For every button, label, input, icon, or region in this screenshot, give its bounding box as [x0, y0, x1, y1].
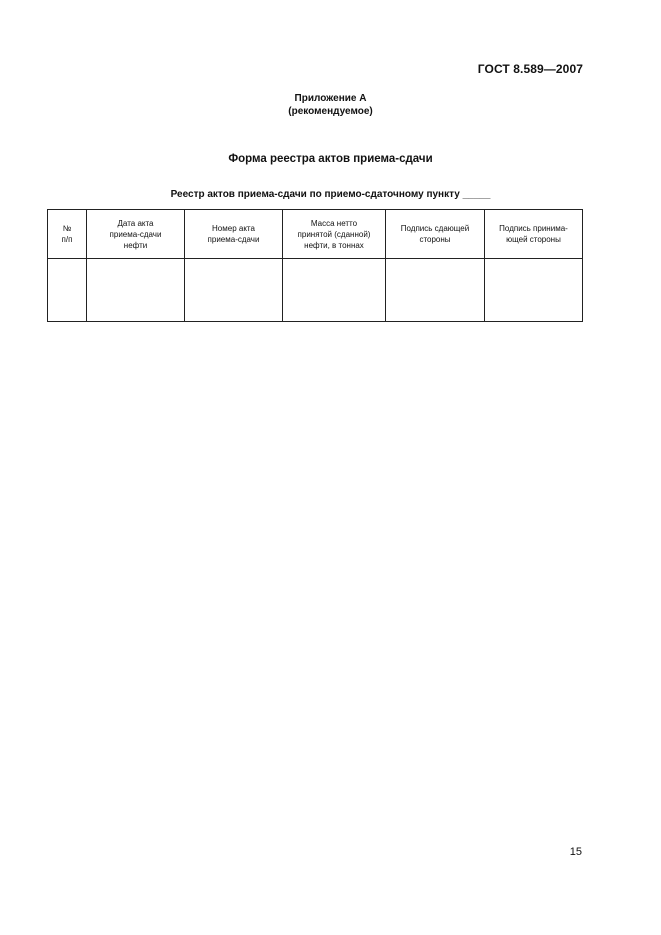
table-row [48, 259, 583, 322]
column-header-line: Номер акта [212, 224, 255, 233]
register-table [47, 209, 583, 322]
table-cell [48, 259, 87, 322]
column-header-number [48, 210, 87, 259]
column-header-line: Дата акта [117, 218, 154, 228]
page-number: 15 [569, 846, 582, 858]
form-title: Форма реестра актов приема-сдачи [228, 153, 433, 165]
appendix-heading [0, 92, 661, 118]
register-title: Реестр актов приема-сдачи по приемо-сдаточному пункту _____ [170, 189, 491, 200]
column-header-line: Подпись принима- [499, 224, 568, 233]
column-header-line: принятой (сданной) [297, 229, 371, 239]
appendix-subtitle: (рекомендуемое) [288, 106, 373, 117]
table-cell [185, 259, 283, 322]
column-header-act-number [185, 210, 283, 259]
column-header-line: ющей стороны [506, 235, 561, 244]
column-header-net-mass [283, 210, 386, 259]
table-cell [283, 259, 386, 322]
column-header-act-date [87, 210, 185, 259]
column-header-line: приема-сдачи [207, 235, 260, 244]
column-header-line: нефти [123, 240, 148, 250]
column-header-line: нефти, в тоннах [304, 240, 364, 250]
column-header-line: № [62, 224, 72, 233]
document-code: ГОСТ 8.589—2007 [477, 62, 583, 76]
column-header-line: стороны [419, 235, 451, 244]
column-header-line: Подпись сдающей [400, 224, 470, 233]
appendix-title: Приложение А [294, 93, 367, 104]
column-header-sender-signature [386, 210, 485, 259]
table-cell [386, 259, 485, 322]
column-header-line: Масса нетто [310, 218, 358, 228]
table-header-row [48, 210, 583, 259]
column-header-line: приема-сдачи [109, 229, 162, 239]
column-header-receiver-signature [485, 210, 583, 259]
table-cell [87, 259, 185, 322]
table-cell [485, 259, 583, 322]
column-header-line: п/п [61, 235, 73, 244]
